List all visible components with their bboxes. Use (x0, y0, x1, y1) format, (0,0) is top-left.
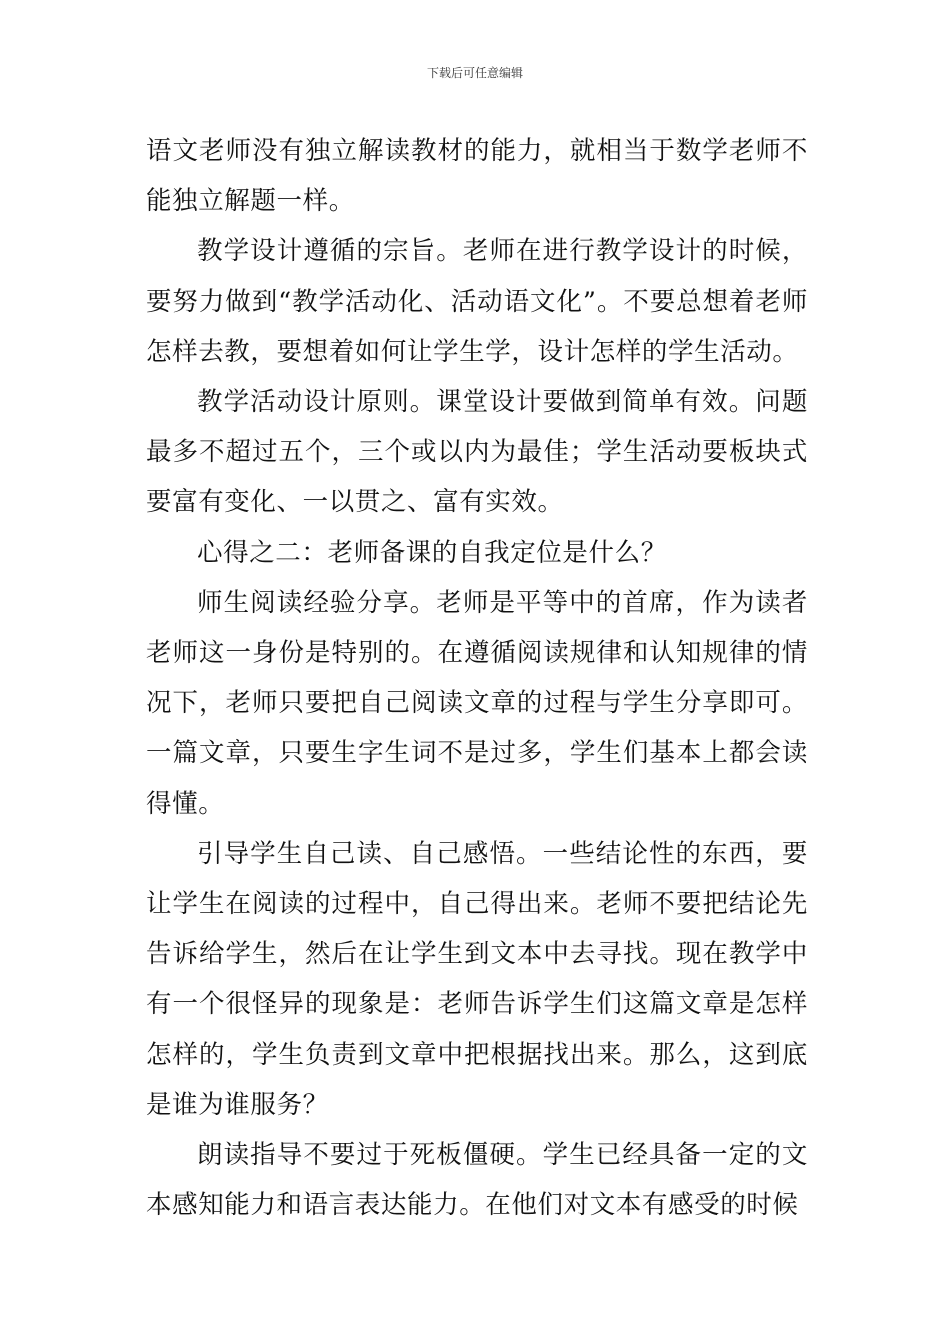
paragraph-teaching-design-purpose: 教学设计遵循的宗旨。老师在进行教学设计的时候，要努力做到“教学活动化、活动语文化”。不要总想着老师怎样去教，要想着如何让学生学，设计怎样的学生活动。 (146, 236, 808, 367)
paragraph-reading-experience: 师生阅读经验分享。老师是平等中的首席，作为读者老师这一身份是特别的。在遵循阅读规律和认知规律的情况下，老师只要把自己阅读文章的过程与学生分享即可。一篇文章，只要生字生词不是过多，学生们基本上都会读得懂。 (146, 587, 808, 819)
paragraph-continued: 语文老师没有独立解读教材的能力，就相当于数学老师不能独立解题一样。 (146, 136, 808, 217)
paragraph-self-reading: 引导学生自己读、自己感悟。一些结论性的东西，要让学生在阅读的过程中，自己得出来。老师不要把结论先告诉给学生，然后在让学生到文本中去寻找。现在教学中有一个很怪异的现象是：老师告诉学生们这篇文章是怎样怎样的，学生负责到文章中把根据找出来。那么，这到底是谁为谁服务？ (146, 838, 808, 1120)
paragraph-reading-aloud: 朗读指导不要过于死板僵硬。学生已经具备一定的文本感知能力和语言表达能力。在他们对文本有感受的时候 (146, 1140, 808, 1221)
page-header: 下载后可任意编辑 (426, 66, 523, 80)
document-body (146, 126, 808, 1230)
paragraph-activity-design-principle: 教学活动设计原则。课堂设计要做到简单有效。问题最多不超过五个，三个或以内为最佳；学生活动要板块式要富有变化、一以贯之、富有实效。 (146, 387, 808, 518)
section-heading-insight-two: 心得之二：老师备课的自我定位是什么？ (197, 537, 667, 568)
